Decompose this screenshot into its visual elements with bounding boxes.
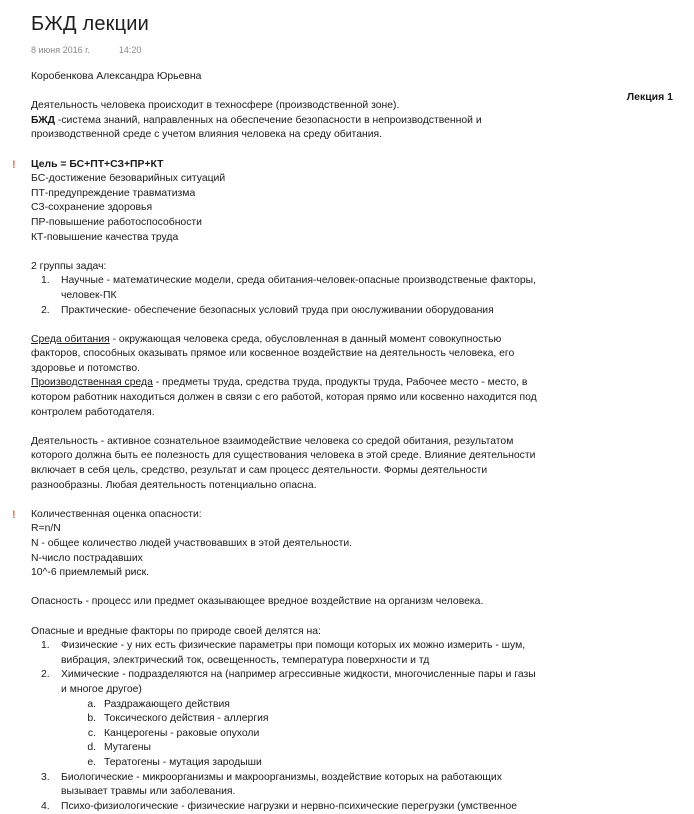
list-marker: 3. bbox=[41, 771, 50, 783]
chemical-sublist bbox=[61, 698, 591, 771]
page-date: 8 июня 2016 г. bbox=[31, 45, 90, 55]
goal-item: БС-достижение безоварийных ситуаций bbox=[31, 173, 226, 185]
activity-line: Деятельность - активное сознательное взаимодействие человека со средой обитания, результатом bbox=[31, 435, 514, 447]
sublist-item bbox=[82, 741, 591, 756]
tasks-list bbox=[31, 274, 591, 318]
list-item-text: Биологические - микроорганизмы и макроорганизмы, воздействие которых на работающих bbox=[61, 771, 502, 783]
list-item bbox=[41, 771, 591, 800]
risk-line: N - общее количество людей участвовавших в этой деятельности. bbox=[31, 538, 353, 549]
risk-line: R=n/N bbox=[31, 523, 61, 535]
habitat-def-text: - окружающая человека среда, обусловленная в данный момент совокупностью bbox=[109, 333, 502, 345]
sublist-item-text: Раздражающего действия bbox=[104, 698, 230, 710]
habitat-def-line-2: факторов, способных оказывать прямое или косвенное воздействие на деятельность человека, его bbox=[31, 348, 515, 360]
goal-item: КТ-повышение качества труда bbox=[31, 231, 179, 243]
sublist-marker: a. bbox=[87, 698, 96, 710]
goal-item: ПТ-предупреждение травматизма bbox=[31, 187, 196, 199]
sublist-item-text: Мутагены bbox=[104, 742, 151, 754]
sublist-item bbox=[82, 698, 591, 713]
danger-def: Опасность - процесс или предмет оказывающее вредное воздействие на организм человека. bbox=[31, 596, 484, 608]
list-item-text: вызывает травмы или заболевания. bbox=[61, 786, 236, 798]
list-item bbox=[41, 639, 591, 668]
activity-line: включает в себя цель, средство, результат и сам процесс деятельности. Формы деятельности bbox=[31, 465, 488, 477]
list-marker: 4. bbox=[41, 800, 50, 812]
list-item-text: Практические- обеспечение безопасных условий труда при оюслуживании оборудования bbox=[61, 304, 494, 316]
intro-line-1: Деятельность человека происходит в техносфере (производственной зоне). bbox=[31, 100, 400, 112]
risk-line: N-число пострадавших bbox=[31, 552, 143, 564]
important-flag-icon: ! bbox=[12, 508, 16, 521]
habitat-term: Среда обитания bbox=[31, 333, 110, 345]
intro-line-2 bbox=[31, 114, 591, 129]
list-item-text: Химические - подразделяются на (например агрессивные жидкости, многочисленные пары и газы bbox=[61, 669, 536, 681]
list-item-text: вибрация, электрический ток, освещенность, температура поверхности и тд bbox=[61, 654, 430, 666]
goal-block bbox=[12, 158, 591, 246]
sublist-marker: b. bbox=[87, 713, 96, 725]
list-item-text: Научные - математические модели, среда обитания-человек-опасные производственые факторы, bbox=[61, 275, 537, 287]
sublist-item-text: Тератогены - мутация зародыши bbox=[104, 756, 262, 768]
production-def-text: - предметы труда, средства труда, продукты труда, Рабочее место - место, в bbox=[152, 377, 528, 389]
risk-block bbox=[12, 508, 591, 581]
habitat-def-line-3: здоровье и потомство. bbox=[31, 362, 140, 374]
goal-item: ПР-повышение работоспособности bbox=[31, 216, 202, 228]
list-item bbox=[41, 668, 591, 770]
production-def-line-2: котором работник находиться должен в связи с его работой, которая прямо или косвенно находится под bbox=[31, 392, 537, 404]
factors-heading: Опасные и вредные факторы по природе своей делятся на: bbox=[31, 625, 321, 637]
goal-item: СЗ-сохранение здоровья bbox=[31, 202, 153, 214]
note-body[interactable] bbox=[12, 70, 591, 814]
sublist-item bbox=[82, 756, 591, 771]
sublist-marker: d. bbox=[87, 742, 96, 754]
page-meta bbox=[31, 45, 141, 55]
important-flag-icon: ! bbox=[12, 158, 16, 171]
author-line: Коробенкова Александра Юрьевна bbox=[31, 71, 202, 82]
sublist-item-text: Канцерогены - раковые опухоли bbox=[104, 727, 260, 739]
habitat-def-line-1 bbox=[31, 333, 591, 348]
bzhd-term: БЖД bbox=[31, 114, 56, 126]
risk-line: Количественная оценка опасности: bbox=[31, 508, 202, 520]
page-time: 14:20 bbox=[118, 45, 142, 55]
production-def-line-3: контролем работодателя. bbox=[31, 406, 155, 418]
list-item bbox=[41, 800, 591, 814]
production-def-line-1 bbox=[31, 376, 591, 391]
intro-line-3: производственной среде с учетом влияния человека на среду обитания. bbox=[31, 129, 383, 141]
production-term: Производственная среда bbox=[31, 377, 153, 389]
sublist-item bbox=[82, 727, 591, 742]
factors-list bbox=[31, 639, 591, 814]
list-item-text: человек-ПК bbox=[61, 289, 117, 301]
list-marker: 2. bbox=[41, 304, 50, 316]
lecture-label: Лекция 1 bbox=[626, 91, 673, 103]
list-marker: 1. bbox=[41, 640, 50, 652]
activity-line: которого должна быть ее полезность для существования человека в этой среде. Влияние деятельности bbox=[31, 450, 536, 462]
activity-line: разнообразны. Любая деятельность потенциально опасна. bbox=[31, 479, 317, 491]
list-item bbox=[41, 274, 591, 303]
intro-line-2-text: -система знаний, направленных на обеспечение безопасности в непроизводственной и bbox=[57, 114, 482, 126]
list-item-text: и многое другое) bbox=[61, 683, 142, 695]
list-marker: 2. bbox=[41, 669, 50, 681]
risk-line: 10^-6 приемлемый риск. bbox=[31, 567, 150, 579]
goal-formula: Цель = БС+ПТ+СЗ+ПР+КТ bbox=[31, 158, 164, 170]
page-title[interactable]: БЖД лекции bbox=[31, 13, 150, 35]
list-item-text: Психо-физиологические - физические нагрузки и нервно-психические перегрузки (умственное bbox=[61, 800, 518, 812]
sublist-marker: e. bbox=[87, 756, 96, 768]
sublist-item-text: Токсического действия - аллергия bbox=[104, 713, 269, 725]
list-marker: 1. bbox=[41, 275, 50, 287]
sublist-item bbox=[82, 712, 591, 727]
sublist-marker: c. bbox=[87, 727, 96, 739]
list-item bbox=[41, 304, 591, 319]
list-item-text: Физические - у них есть физические параметры при помощи которых их можно измерить - шум, bbox=[61, 640, 526, 652]
tasks-heading: 2 группы задач: bbox=[31, 260, 107, 272]
